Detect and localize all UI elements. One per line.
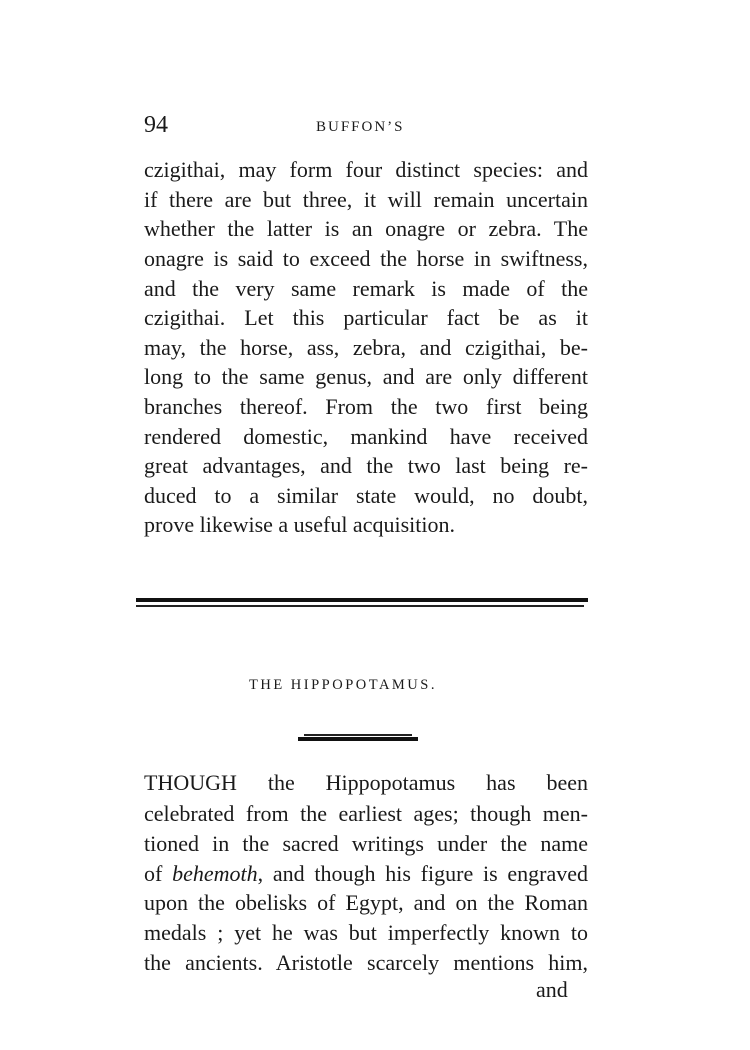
text-suffix: , and though his figure is engraved (257, 861, 589, 886)
section-rule-thick (136, 598, 588, 602)
page-number: 94 (144, 112, 168, 138)
text-line: upon the obelisks of Egypt, and on the Roman (144, 890, 588, 915)
text-line: great advantages, and the two last being re- (144, 453, 588, 478)
text-line: tioned in the sacred writings under the name (144, 831, 588, 856)
title-ornament-rule (298, 734, 418, 742)
text-line: whether the latter is an onagre or zebra. The (144, 216, 588, 241)
text-line: czigithai, may form four distinct species: and (144, 157, 588, 182)
text-line: and the very same remark is made of the (144, 276, 588, 301)
text-line: onagre is said to exceed the horse in swiftness, (144, 246, 588, 271)
text-prefix: of (144, 861, 173, 886)
italic-term: behemoth (172, 861, 258, 886)
text-line: celebrated from the earliest ages; though men- (144, 801, 588, 826)
text-line: THOUGH the Hippopotamus has been (144, 770, 588, 795)
text-line: czigithai. Let this particular fact be as it (144, 305, 588, 330)
running-head: BUFFON’S (316, 119, 405, 135)
text-line: may, the horse, ass, zebra, and czigithai, be- (144, 335, 588, 360)
text-line: rendered domestic, mankind have received (144, 424, 588, 449)
text-line: duced to a similar state would, no doubt, (144, 483, 588, 508)
text-line-last: prove likewise a useful acquisition. (144, 512, 455, 537)
ornament-thick-bar (298, 737, 418, 741)
catchword: and (536, 977, 568, 1002)
text-line-with-italic (144, 861, 588, 887)
section-title: THE HIPPOPOTAMUS. (249, 677, 437, 693)
text-line: if there are but three, it will remain uncertain (144, 187, 588, 212)
text-line: the ancients. Aristotle scarcely mentions him, (144, 950, 588, 975)
text-line: branches thereof. From the two first being (144, 394, 588, 419)
text-line: medals ; yet he was but imperfectly known to (144, 920, 588, 945)
ornament-thin-bar (304, 734, 412, 736)
text-line: long to the same genus, and are only different (144, 364, 588, 389)
section-rule-thin (136, 605, 584, 607)
